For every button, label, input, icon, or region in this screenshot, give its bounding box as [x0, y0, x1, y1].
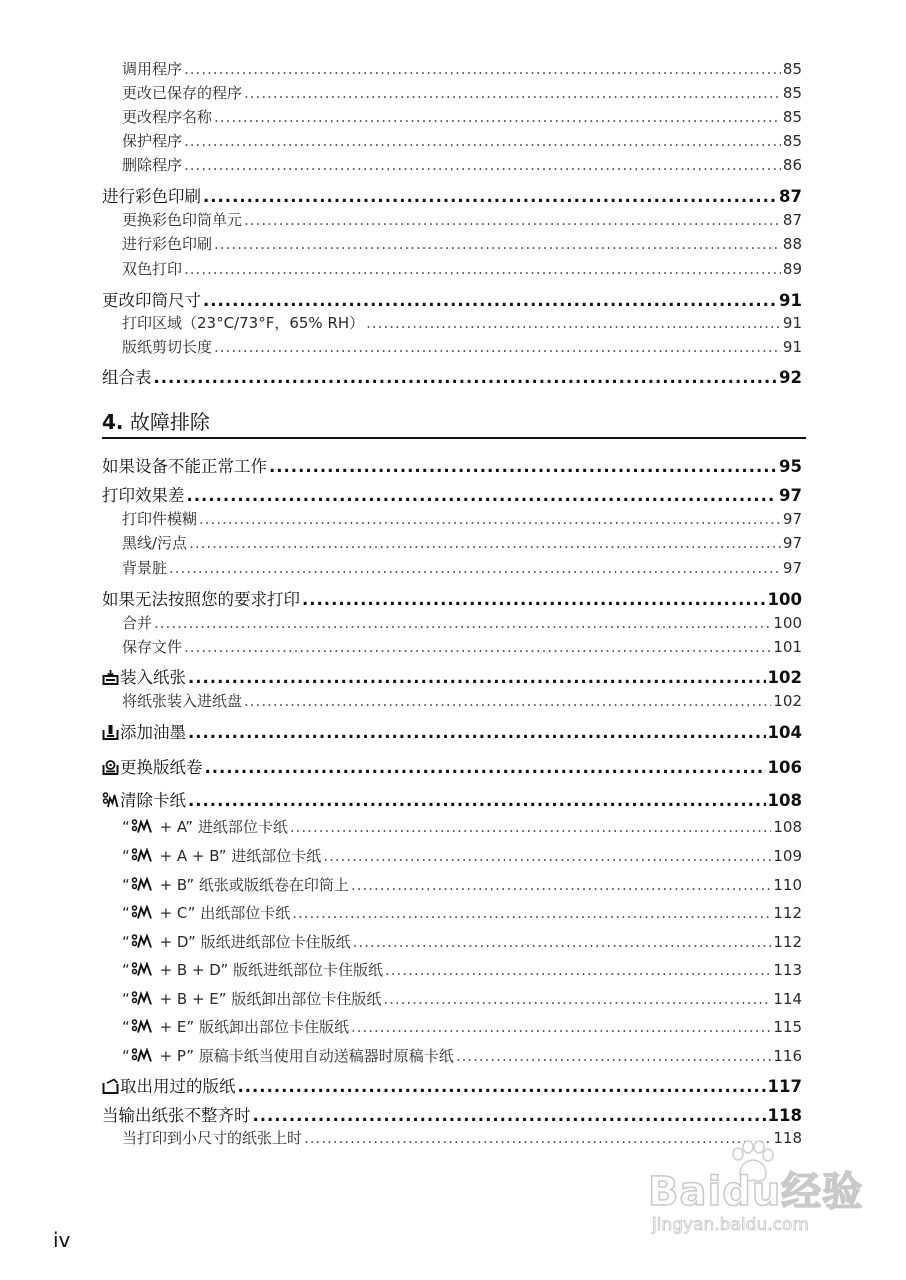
- section-page: 106: [767, 758, 802, 777]
- entry-page: 86: [782, 156, 802, 174]
- quote-open: “: [122, 990, 130, 1008]
- dot-leader: [205, 758, 766, 777]
- entry-title: 当打印到小尺寸的纸张上时: [122, 1129, 303, 1147]
- section-title-text: 添加油墨: [120, 723, 186, 742]
- section-page: 102: [767, 668, 802, 687]
- toc-entry[interactable]: [122, 690, 802, 711]
- paper-jam-icon: [131, 877, 153, 891]
- dot-leader: [351, 1018, 771, 1036]
- entry-title: [122, 1045, 454, 1066]
- section-title: [102, 664, 186, 688]
- dot-leader: [353, 933, 772, 951]
- dot-leader: [244, 84, 781, 102]
- section-title: 如果设备不能正常工作: [102, 457, 267, 476]
- chapter-title: 故障排除: [129, 410, 210, 434]
- jam-code: + D”: [159, 933, 196, 951]
- section-title: 更改印筒尺寸: [102, 291, 201, 310]
- toc-entry[interactable]: [122, 82, 802, 103]
- dot-leader: [188, 723, 766, 742]
- entry-page: 115: [773, 1018, 802, 1036]
- dot-leader: [154, 614, 771, 632]
- toc-section[interactable]: [102, 364, 802, 388]
- dot-leader: [189, 534, 781, 552]
- jam-entry[interactable]: [122, 959, 802, 980]
- section-page: 91: [779, 291, 802, 310]
- entry-page: 102: [773, 692, 802, 710]
- quote-open: “: [122, 847, 130, 865]
- section-page: 118: [767, 1106, 802, 1125]
- entry-page: 91: [782, 314, 802, 332]
- toc-section[interactable]: [102, 754, 802, 778]
- entry-page: 91: [782, 338, 802, 356]
- entry-title: 黑线/污点: [122, 534, 188, 552]
- dot-leader: [292, 904, 771, 922]
- jam-code: + E”: [159, 1018, 195, 1036]
- entry-page: 85: [782, 84, 802, 102]
- dot-leader: [184, 260, 781, 278]
- dot-leader: [184, 638, 771, 656]
- entry-title: 打印件模糊: [122, 510, 198, 528]
- entry-title: [122, 902, 290, 923]
- jam-description: 出纸部位卡纸: [200, 904, 291, 922]
- jam-code: + B”: [159, 876, 195, 894]
- jam-entry[interactable]: [122, 902, 802, 923]
- jam-description: 版纸进纸部位卡住版纸: [233, 961, 384, 979]
- dot-leader: [456, 1047, 772, 1065]
- jam-description: 版纸卸出部位卡住版纸: [231, 990, 382, 1008]
- jam-entry[interactable]: [122, 874, 802, 895]
- entry-title: 删除程序: [122, 156, 183, 174]
- entry-page: 109: [773, 847, 802, 865]
- toc-entry[interactable]: [122, 154, 802, 175]
- section-title: [102, 754, 203, 778]
- chapter-heading: [102, 406, 806, 435]
- entry-title: [122, 959, 383, 980]
- entry-page: 112: [773, 904, 802, 922]
- toc-section[interactable]: [102, 183, 802, 207]
- entry-title: [122, 931, 351, 952]
- toc-entry[interactable]: [122, 233, 802, 254]
- toc-entry[interactable]: [122, 58, 802, 79]
- jam-description: 进纸部位卡纸: [197, 818, 288, 836]
- dot-leader: [184, 132, 781, 150]
- section-title-text: 装入纸张: [120, 668, 186, 687]
- dot-leader: [366, 314, 781, 332]
- page-number: iv: [53, 1228, 71, 1252]
- toc-entry[interactable]: [122, 209, 802, 230]
- chapter-number: 4.: [102, 410, 124, 434]
- entry-title: 更换彩色印筒单元: [122, 211, 243, 229]
- section-page: 95: [779, 457, 802, 476]
- watermark-logo: Baidu经验: [648, 1169, 864, 1215]
- quote-open: “: [122, 904, 130, 922]
- dot-leader: [203, 291, 777, 310]
- entry-page: 116: [773, 1047, 802, 1065]
- paper-jam-icon: [131, 1019, 153, 1033]
- entry-title: [122, 816, 288, 837]
- section-page: 108: [767, 791, 802, 810]
- jam-code: + B + E”: [159, 990, 227, 1008]
- section-title: [102, 787, 186, 811]
- entry-title: 调用程序: [122, 60, 183, 78]
- entry-page: 87: [782, 211, 802, 229]
- dot-leader: [187, 486, 778, 505]
- dot-leader: [199, 510, 781, 528]
- section-title: 当输出纸张不整齐时: [102, 1106, 251, 1125]
- master-roll-icon: [102, 759, 119, 775]
- toc-section[interactable]: [102, 719, 802, 743]
- entry-page: 112: [773, 933, 802, 951]
- paper-jam-icon: [131, 962, 153, 976]
- section-page: 117: [767, 1077, 802, 1096]
- entry-title: 合并: [122, 614, 153, 632]
- jam-entry[interactable]: [122, 988, 802, 1009]
- jam-entry[interactable]: [122, 931, 802, 952]
- toc-entry[interactable]: [122, 106, 802, 127]
- load-paper-icon: [102, 669, 119, 685]
- dot-leader: [351, 876, 771, 894]
- section-page: 104: [767, 723, 802, 742]
- jam-code: + A”: [159, 818, 194, 836]
- used-master-icon: [102, 1078, 119, 1094]
- entry-title: 更改已保存的程序: [122, 84, 243, 102]
- toc-section[interactable]: [102, 586, 802, 610]
- entry-page: 114: [773, 990, 802, 1008]
- toc-section[interactable]: [102, 787, 802, 811]
- dot-leader: [244, 211, 781, 229]
- toc-entry[interactable]: [122, 258, 802, 279]
- quote-open: “: [122, 933, 130, 951]
- paper-jam-icon: [131, 1048, 153, 1062]
- toc-entry[interactable]: [122, 508, 802, 529]
- dot-leader: [253, 1106, 766, 1125]
- dot-leader: [184, 60, 781, 78]
- entry-title: 保护程序: [122, 132, 183, 150]
- jam-description: 纸张或版纸卷在印筒上: [198, 876, 349, 894]
- baidu-watermark: [648, 1140, 868, 1245]
- dot-leader: [214, 338, 781, 356]
- toc-entry[interactable]: [122, 612, 802, 633]
- jam-description: 版纸进纸部位卡住版纸: [200, 933, 351, 951]
- section-title: 打印效果差: [102, 486, 185, 505]
- entry-page: 97: [782, 510, 802, 528]
- entry-title: 进行彩色印刷: [122, 235, 213, 253]
- entry-page: 85: [782, 108, 802, 126]
- entry-title: 版纸剪切长度: [122, 338, 213, 356]
- entry-title: [122, 845, 321, 866]
- jam-entry[interactable]: [122, 816, 802, 837]
- quote-open: “: [122, 876, 130, 894]
- entry-title: [122, 1016, 349, 1037]
- section-title: 进行彩色印刷: [102, 187, 201, 206]
- entry-page: 85: [782, 132, 802, 150]
- toc-entry[interactable]: [122, 636, 802, 657]
- section-title: [102, 1073, 236, 1097]
- dot-leader: [188, 668, 766, 687]
- jam-description: 版纸卸出部位卡住版纸: [198, 1018, 349, 1036]
- entry-title: 更改程序名称: [122, 108, 213, 126]
- paper-jam-icon: [131, 848, 153, 862]
- entry-title: 打印区域（23°C/73°F，65% RH）: [122, 314, 365, 332]
- dot-leader: [188, 791, 766, 810]
- dot-leader: [290, 818, 771, 836]
- dot-leader: [214, 235, 781, 253]
- jam-code: + B + D”: [159, 961, 229, 979]
- dot-leader: [169, 559, 781, 577]
- section-title-text: 更换版纸卷: [120, 758, 203, 777]
- jam-description: 原稿卡纸当使用自动送稿器时原稿卡纸: [198, 1047, 454, 1065]
- quote-open: “: [122, 818, 130, 836]
- dot-leader: [323, 847, 771, 865]
- entry-title: [122, 874, 349, 895]
- toc-section[interactable]: [102, 482, 802, 506]
- quote-open: “: [122, 961, 130, 979]
- entry-page: 97: [782, 534, 802, 552]
- toc-entry[interactable]: [122, 130, 802, 151]
- paper-jam-icon: [131, 905, 153, 919]
- toc-section[interactable]: [102, 453, 802, 477]
- entry-page: 118: [773, 1129, 802, 1147]
- dot-leader: [302, 590, 766, 609]
- toc-entry[interactable]: [122, 532, 802, 553]
- section-page: 100: [767, 590, 802, 609]
- section-title-text: 取出用过的版纸: [120, 1077, 236, 1096]
- dot-leader: [203, 187, 777, 206]
- toc-section[interactable]: [102, 287, 802, 311]
- add-ink-icon: [102, 724, 119, 740]
- toc-section[interactable]: [102, 664, 802, 688]
- watermark-url: jingyan.baidu.com: [652, 1215, 809, 1235]
- entry-title: 保存文件: [122, 638, 183, 656]
- section-title: 如果无法按照您的要求打印: [102, 590, 300, 609]
- entry-page: 85: [782, 60, 802, 78]
- paper-jam-icon: [131, 991, 153, 1005]
- entry-page: 88: [782, 235, 802, 253]
- entry-page: 97: [782, 559, 802, 577]
- entry-page: 101: [773, 638, 802, 656]
- entry-page: 100: [773, 614, 802, 632]
- entry-title: 将纸张装入进纸盘: [122, 692, 243, 710]
- dot-leader: [244, 692, 771, 710]
- quote-open: “: [122, 1047, 130, 1065]
- dot-leader: [269, 457, 777, 476]
- jam-code: + P”: [159, 1047, 194, 1065]
- toc-entry[interactable]: [122, 557, 802, 578]
- toc-entry[interactable]: [122, 336, 802, 357]
- dot-leader: [238, 1077, 766, 1096]
- jam-entry[interactable]: [122, 1016, 802, 1037]
- toc-section[interactable]: [102, 1073, 802, 1097]
- toc-entry[interactable]: [122, 312, 802, 333]
- section-title: 组合表: [102, 368, 152, 387]
- entry-title: 背景脏: [122, 559, 168, 577]
- dot-leader: [214, 108, 781, 126]
- jam-code: + A + B”: [159, 847, 227, 865]
- entry-page: 108: [773, 818, 802, 836]
- section-page: 92: [779, 368, 802, 387]
- quote-open: “: [122, 1018, 130, 1036]
- jam-entry[interactable]: [122, 845, 802, 866]
- paper-jam-icon: [102, 792, 119, 808]
- section-title-text: 清除卡纸: [120, 791, 186, 810]
- dot-leader: [184, 156, 781, 174]
- dot-leader: [385, 961, 771, 979]
- jam-code: + C”: [159, 904, 196, 922]
- entry-title: 双色打印: [122, 260, 183, 278]
- entry-page: 113: [773, 961, 802, 979]
- toc-section[interactable]: [102, 1102, 802, 1126]
- paper-jam-icon: [131, 934, 153, 948]
- chapter-divider: [102, 437, 806, 439]
- paper-jam-icon: [131, 819, 153, 833]
- entry-page: 110: [773, 876, 802, 894]
- section-page: 97: [779, 486, 802, 505]
- entry-page: 89: [782, 260, 802, 278]
- dot-leader: [383, 990, 771, 1008]
- entry-title: [122, 988, 381, 1009]
- dot-leader: [154, 368, 778, 387]
- jam-entry[interactable]: [122, 1045, 802, 1066]
- section-title: [102, 719, 186, 743]
- section-page: 87: [779, 187, 802, 206]
- jam-description: 进纸部位卡纸: [231, 847, 322, 865]
